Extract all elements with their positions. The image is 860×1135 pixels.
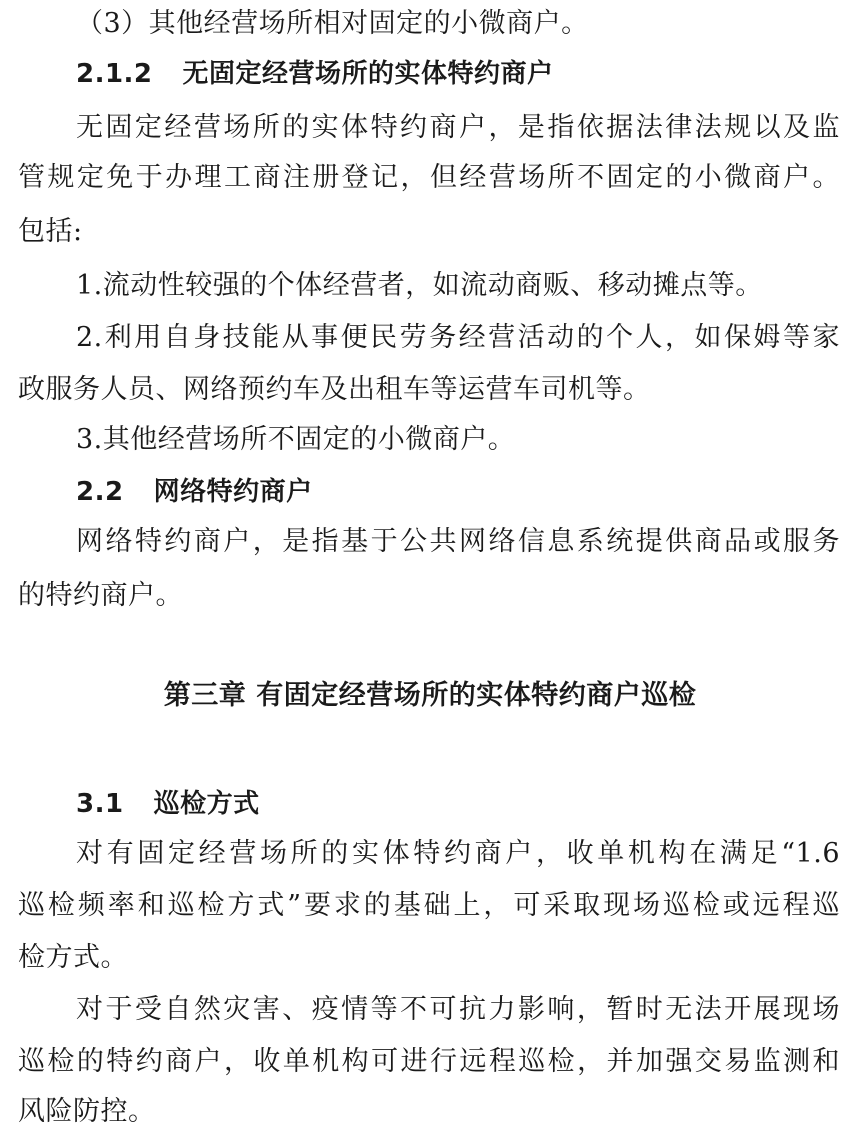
paragraph-line: 无固定经营场所的实体特约商户，是指依据法律法规以及监	[76, 112, 840, 143]
section-title: 无固定经营场所的实体特约商户	[182, 59, 554, 89]
list-item-3: （3）其他经营场所相对固定的小微商户。	[76, 8, 589, 39]
paragraph-line: 管规定免于办理工商注册登记，但经营场所不固定的小微商户。	[18, 162, 840, 193]
paragraph-line: 包括:	[18, 216, 83, 247]
section-title: 巡检方式	[153, 789, 260, 819]
section-heading-2-1-2	[76, 54, 840, 94]
list-item-3: 3.其他经营场所不固定的小微商户。	[76, 424, 516, 455]
paragraph-line: 对有固定经营场所的实体特约商户，收单机构在满足“1.6	[76, 838, 840, 869]
paragraph-line: 巡检频率和巡检方式”要求的基础上，可采取现场巡检或远程巡	[18, 890, 840, 921]
section-title: 网络特约商户	[153, 477, 313, 507]
chapter-title: 第三章 有固定经营场所的实体特约商户巡检	[163, 680, 697, 711]
paragraph-line: 的特约商户。	[18, 580, 183, 611]
section-number: 3.1	[76, 789, 124, 819]
paragraph-line: 网络特约商户，是指基于公共网络信息系统提供商品或服务	[76, 526, 840, 557]
section-number: 2.1.2	[76, 59, 153, 89]
paragraph-line: 政服务人员、网络预约车及出租车等运营车司机等。	[18, 374, 651, 405]
paragraph-line: 风险防控。	[18, 1096, 156, 1127]
section-number: 2.2	[76, 477, 124, 507]
paragraph-line: 巡检的特约商户，收单机构可进行远程巡检，并加强交易监测和	[18, 1046, 840, 1077]
paragraph-line: 检方式。	[18, 942, 128, 973]
paragraph-line: 对于受自然灾害、疫情等不可抗力影响，暂时无法开展现场	[76, 994, 840, 1025]
section-heading-3-1	[76, 784, 840, 824]
section-heading-2-2	[76, 472, 840, 512]
list-item-1: 1.流动性较强的个体经营者，如流动商贩、移动摊点等。	[76, 270, 763, 301]
list-item-2: 2.利用自身技能从事便民劳务经营活动的个人，如保姆等家	[76, 322, 840, 353]
